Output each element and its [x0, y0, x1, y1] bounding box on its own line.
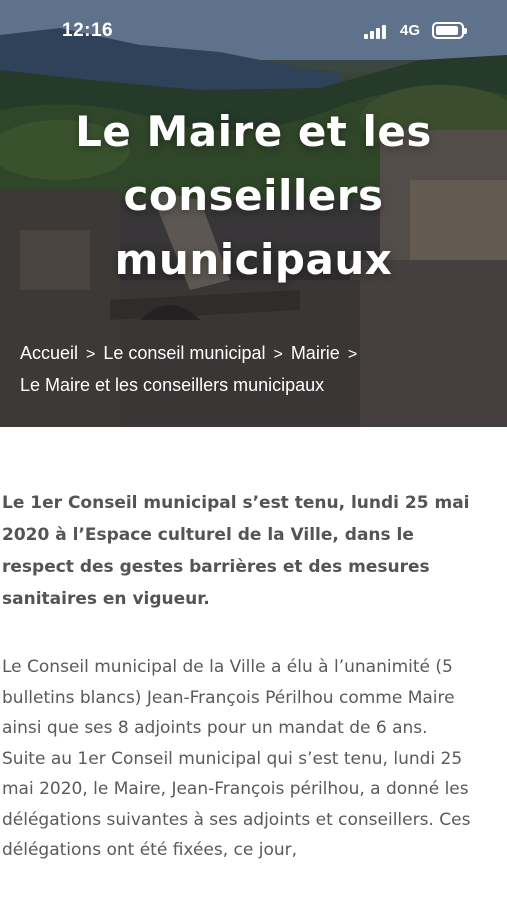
chevron-right-icon: > [86, 346, 96, 363]
article-lead: Le 1er Conseil municipal s’est tenu, lundi 25 mai 2020 à l’Espace culturel de la Ville, dans le respect des gestes barrières et des mesures sanitaires en vigueur. [2, 493, 470, 609]
article-paragraph: Suite au 1er Conseil municipal qui s’est tenu, lundi 25 mai 2020, le Maire, Jean-François périlhou, a donné les délégations suivantes à ses adjoints et conseillers. Ces délégations ont été fixées, ce jour, [2, 748, 471, 860]
breadcrumb-conseil-municipal[interactable]: Le conseil municipal [103, 343, 266, 363]
network-type: 4G [400, 22, 421, 39]
breadcrumb-mairie[interactable]: Mairie [290, 343, 340, 363]
breadcrumb-current: Le Maire et les conseillers municipaux [20, 375, 325, 395]
page-title: Le Maire et les conseillers municipaux [75, 107, 432, 284]
chevron-right-icon: > [273, 346, 283, 363]
article-content [0, 427, 507, 900]
breadcrumb [20, 338, 490, 400]
article-paragraph: Le Conseil municipal de la Ville a élu à l’unanimité (5 bulletins blancs) Jean-François Périlhou comme Maire ainsi que ses 8 adjoints pour un mandat de 6 ans. [2, 657, 455, 738]
battery-icon [432, 22, 464, 39]
hero-banner [0, 0, 507, 427]
signal-icon [364, 23, 392, 39]
chevron-right-icon: > [347, 346, 358, 363]
breadcrumb-home[interactable]: Accueil [20, 343, 79, 363]
status-bar [0, 0, 507, 60]
status-time: 12:16 [62, 20, 114, 41]
